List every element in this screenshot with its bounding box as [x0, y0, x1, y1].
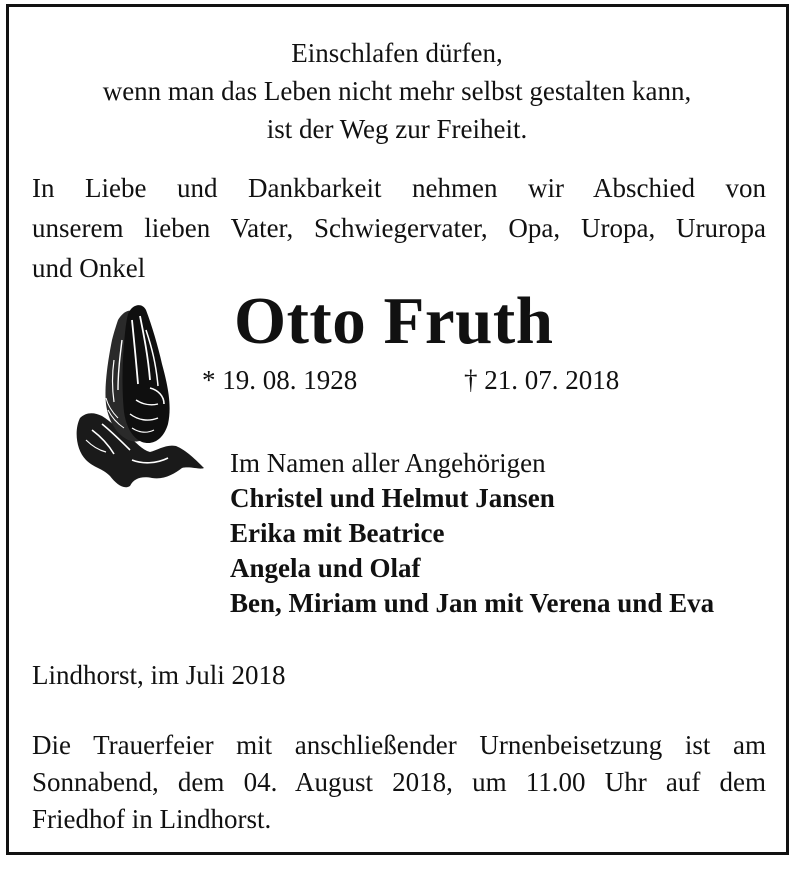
poem-line: ist der Weg zur Freiheit.: [266, 114, 528, 144]
intro-line: unserem lieben Vater, Schwiegervater, Opa, Uropa, Ururopa: [32, 213, 766, 243]
ceremony-info: [32, 727, 766, 838]
intro-text: [32, 168, 766, 288]
poem: [24, 34, 770, 148]
family-name: Ben, Miriam und Jan mit Verena und Eva: [230, 588, 715, 618]
place-and-date: Lindhorst, im Juli 2018: [32, 660, 286, 690]
family-intro: Im Namen aller Angehörigen: [230, 448, 546, 478]
ceremony-line: Sonnabend, dem 04. August 2018, um 11.00 Uhr auf dem: [32, 767, 766, 797]
poem-line: Einschlafen dürfen,: [291, 38, 503, 68]
poem-line: wenn man das Leben nicht mehr selbst gestalten kann,: [102, 76, 692, 106]
family-name: Christel und Helmut Jansen: [230, 483, 555, 513]
birth-date: * 19. 08. 1928: [202, 365, 358, 395]
praying-hands-icon: [72, 300, 207, 495]
family-name: Angela und Olaf: [230, 553, 421, 583]
life-dates: [202, 362, 620, 398]
deceased-name: Otto Fruth: [234, 284, 554, 358]
ceremony-line: Die Trauerfeier mit anschließender Urnenbeisetzung ist am: [32, 730, 766, 760]
intro-line: und Onkel: [32, 253, 146, 283]
family-signatures: [230, 446, 714, 621]
intro-line: In Liebe und Dankbarkeit nehmen wir Abschied von: [32, 173, 766, 203]
ceremony-line: Friedhof in Lindhorst.: [32, 804, 272, 834]
death-date: † 21. 07. 2018: [464, 365, 620, 395]
family-name: Erika mit Beatrice: [230, 518, 445, 548]
